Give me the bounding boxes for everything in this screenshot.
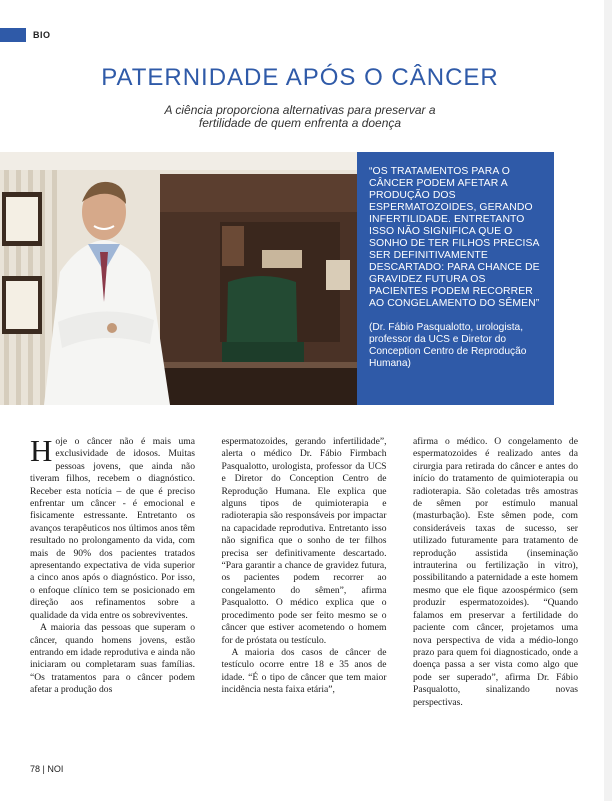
section-label: BIO <box>33 30 51 40</box>
article-body <box>30 433 578 709</box>
drop-cap: H <box>30 433 53 468</box>
article-column-3 <box>413 436 578 709</box>
section-bar <box>0 28 26 42</box>
article-column-1 <box>30 433 195 709</box>
footer-separator: | <box>42 764 45 774</box>
section-tab <box>0 28 51 42</box>
article-column-2 <box>222 436 387 709</box>
article-paragraph: afirma o médico. O congelamento de espermatozoides é realizado antes da cirurgia para retirada do câncer e antes do início do tratamento de quimioterapia ou radioterapia. São coletadas três amostras de sêmen por estímulo manual (masturbação). Este sêmen pode, com consideráveis taxas de sucesso, ser utilizado futuramente para tratamento de reprodução assistida (inseminação intrauterina ou fertilização in vitro), possibilitando a paternidade a este homem mesmo que ele fique azoospérmico (sem produzir espermatozoides). “Quando falamos em preservar a fertilidade do paciente com câncer, projetamos uma nova perspectiva de vida a médio-longo prazo para quem foi diagnosticado, onde a doença passa a ser vista como algo que pode ser superado”, afirma Dr. Fábio Pasqualotto, sinalizando novas perspectivas. <box>413 436 578 708</box>
pull-quote-text: “OS TRATAMENTOS PARA O CÂNCER PODEM AFETAR A PRODUÇÃO DOS ESPERMATOZOIDES, GERANDO INFERTILIDADE. ENTRETANTO ISSO NÃO SIGNIFICA QUE O SONHO DE TER FILHOS PRECISA SER DEFINITIVAMENTE DESCARTADO: PARA CHANCE DE GRAVIDEZ FUTURA OS PACIENTES PODEM RECORRER AO CONGELAMENTO DO SÊMEN” <box>369 166 540 309</box>
pull-quote-box <box>357 152 554 405</box>
page-edge <box>604 0 612 801</box>
article-paragraph: espermatozoides, gerando infertilidade”, alerta o médico Dr. Fábio Firmbach Pasqualotto, urologista, professor da UCS e Diretor do Conception Centro de Reprodução Humana. Ele explica que alguns tipos de quimioterapia e radioterapia são responsáveis por impactar na capacidade reprodutiva. Entretanto isso não significa que o sonho de ter filhos precisa ser definitivamente descartado. “Para garantir a chance de gravidez futura, os pacientes podem recorrer ao congelamento do sêmen”, afirma Pasqualotto. O médico explica que o procedimento pode ser feito mesmo se o câncer que estiver acometendo o homem for de próstata ou testículo. <box>221 436 387 646</box>
subtitle-line-1: A ciência proporciona alternativas para preservar a <box>164 103 436 117</box>
subtitle-line-2: fertilidade de quem enfrenta a doença <box>198 116 402 130</box>
article-paragraph: A maioria das pessoas que superam o câncer, quando homens jovens, estão entrando em idade reprodutiva e ainda não iniciaram ou completaram suas famílias. “Os tratamentos para o câncer podem afetar a produção dos <box>30 622 195 696</box>
page-number: 78 <box>30 764 41 774</box>
photo-illustration <box>0 152 357 405</box>
doctor-office-photo <box>0 152 357 405</box>
magazine-name: NOI <box>47 764 64 774</box>
article-paragraph <box>30 433 195 622</box>
paragraph-text: oje o câncer não é mais uma exclusividade de idosos. Muitas pessoas jovens, que ainda não tiveram filhos, recebem o diagnóstico. Receber esta notícia – de que é preciso enfrentar um câncer - é emocional e fisicamente estressante. Entretanto os avanços terapêuticos nos últimos anos têm resultado no prolongamento da vida, com mais de 90% dos pacientes tratados apresentando expectativa de vida superior a cinco anos após o diagnóstico. Por isso, o enfoque clínico tem se posicionado em direção aos refinamentos sobre a qualidade da vida entre os sobreviventes. <box>30 436 195 621</box>
pull-quote-credit: (Dr. Fábio Pasqualotto, urologista, professor da UCS e Diretor do Conception Centro de Reprodução Humana) <box>369 322 527 369</box>
article-subtitle <box>0 104 600 130</box>
page-footer <box>30 764 63 774</box>
article-title: PATERNIDADE APÓS O CÂNCER <box>101 64 499 91</box>
article-paragraph: A maioria dos casos de câncer de testículo ocorre entre 18 e 35 anos de idade. “É o tipo de câncer que tem maior incidência nesta faixa etária”, <box>221 646 387 696</box>
